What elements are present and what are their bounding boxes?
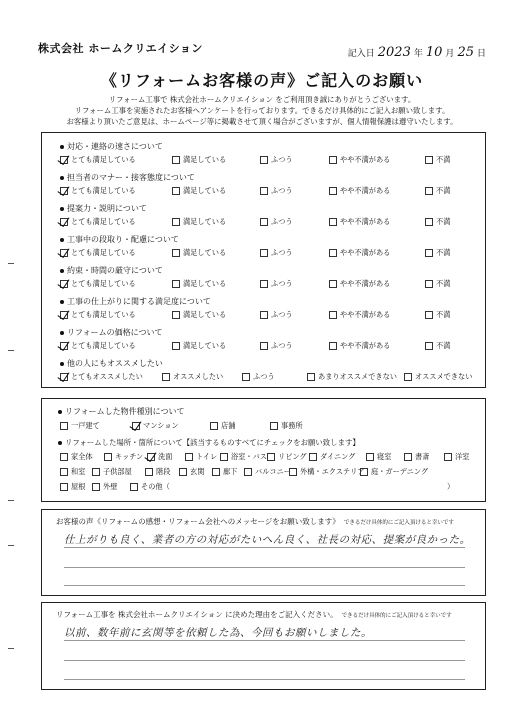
day-unit: 日 (476, 49, 486, 59)
answer-option[interactable] (172, 186, 226, 196)
checkbox-icon[interactable] (270, 422, 278, 430)
option-label: ふつう (271, 279, 293, 288)
intro-text (40, 94, 484, 127)
bullet-icon (58, 410, 62, 414)
answer-option[interactable] (425, 186, 450, 196)
option-label: 一戸建て (71, 421, 100, 430)
date-day: 25 (457, 45, 474, 60)
option-label: 屋根 (71, 482, 86, 491)
place-option[interactable] (104, 452, 143, 462)
option-label: 不満 (436, 217, 451, 226)
question-title (60, 172, 195, 183)
checkbox-icon[interactable] (162, 373, 170, 381)
answer-option[interactable] (260, 217, 293, 227)
checkbox-icon[interactable] (425, 342, 433, 350)
checkbox-icon[interactable] (147, 453, 155, 461)
checkbox-icon[interactable] (329, 249, 337, 257)
place-option[interactable] (92, 482, 117, 492)
question-label: 工事中の段取り・配慮について (67, 235, 179, 244)
option-label: 廊下 (223, 467, 238, 476)
question-title (60, 358, 163, 369)
checked-checkbox-icon[interactable] (60, 373, 68, 381)
option-label: とてもオススメしたい (71, 372, 143, 381)
checkbox-icon[interactable] (242, 373, 250, 381)
property-section (41, 398, 486, 502)
answer-option[interactable] (425, 341, 450, 351)
writing-line (64, 640, 465, 641)
property-option[interactable] (270, 421, 303, 431)
date-field (348, 45, 486, 60)
place-option[interactable] (130, 482, 170, 492)
option-label: リビング (278, 452, 307, 461)
question-label: 約束・時間の厳守について (67, 266, 163, 275)
checkbox-icon[interactable] (329, 311, 337, 319)
voice-title: お客様の声《リフォームの感想・リフォーム会社へのメッセージをお願い致します》 できるだけ具体的にご記入頂けると幸いです (56, 517, 454, 526)
place-option[interactable] (185, 452, 217, 462)
option-label: やや不満がある (340, 248, 391, 257)
option-label: 満足している (183, 248, 227, 257)
answer-option[interactable] (242, 372, 275, 382)
checkbox-icon[interactable] (425, 311, 433, 319)
option-label: 不満 (436, 341, 451, 350)
place-option[interactable] (60, 452, 93, 462)
option-label: やや不満がある (340, 186, 391, 195)
option-label: 店舗 (221, 421, 236, 430)
place-option[interactable] (147, 452, 172, 462)
place-option[interactable] (145, 467, 170, 477)
date-label: 記入日 (347, 49, 375, 59)
option-label: 寝室 (377, 452, 392, 461)
checked-checkbox-icon[interactable] (60, 156, 68, 164)
option-label: ダイニング (320, 452, 356, 461)
option-label: やや不満がある (340, 279, 391, 288)
place-option[interactable] (404, 452, 429, 462)
voice-handwriting[interactable]: 仕上がりも良く、業者の方の対応がたいへん良く、社長の対応、提案が良かった。 (64, 534, 471, 546)
checkbox-icon[interactable] (425, 218, 433, 226)
option-label: 不満 (436, 279, 451, 288)
reason-section (41, 602, 486, 690)
option-label: やや不満がある (340, 341, 391, 350)
option-label: 外構・エクステリア (300, 467, 365, 476)
checkbox-icon[interactable] (92, 483, 100, 491)
option-label: 家全体 (71, 452, 93, 461)
satisfaction-section (41, 132, 486, 388)
checkbox-icon[interactable] (444, 453, 452, 461)
places-title: リフォームした場所・箇所について【該当するものすべてにチェックをお願い致します】 (58, 437, 360, 448)
checkbox-icon[interactable] (179, 468, 187, 476)
company-name: 株式会社 ホームクリエイション (38, 42, 203, 55)
checkbox-icon[interactable] (425, 280, 433, 288)
answer-option[interactable] (60, 310, 136, 320)
option-label: 不満 (436, 155, 451, 164)
answer-option[interactable] (307, 372, 397, 382)
checkbox-icon[interactable] (267, 453, 275, 461)
checkbox-icon[interactable] (329, 218, 337, 226)
option-label: やや不満がある (340, 310, 391, 319)
checkbox-icon[interactable] (307, 373, 315, 381)
option-label: オススメしたい (173, 372, 224, 381)
checkbox-icon[interactable] (60, 453, 68, 461)
answer-option[interactable] (404, 372, 472, 382)
answer-option[interactable] (172, 310, 226, 320)
checked-checkbox-icon[interactable] (60, 187, 68, 195)
month-unit: 月 (445, 49, 455, 59)
checkbox-icon[interactable] (60, 422, 68, 430)
option-label: 子供部屋 (103, 467, 132, 476)
answer-option[interactable] (260, 186, 293, 196)
answer-option[interactable] (329, 310, 390, 320)
bullet-icon (60, 300, 64, 304)
checked-checkbox-icon[interactable] (60, 311, 68, 319)
place-option[interactable] (309, 452, 355, 462)
checkbox-icon[interactable] (60, 483, 68, 491)
checkbox-icon[interactable] (404, 373, 412, 381)
writing-line (64, 567, 465, 568)
question-title (60, 296, 211, 307)
checkbox-icon[interactable] (260, 280, 268, 288)
option-label: やや不満がある (340, 155, 391, 164)
question-title (60, 265, 163, 276)
answer-option[interactable] (329, 341, 390, 351)
option-label: トイレ (196, 452, 218, 461)
customer-voice-section (41, 509, 486, 596)
checkbox-icon[interactable] (172, 156, 180, 164)
intro-line: リフォーム工事で 株式会社ホームクリエイション をご利用頂き誠にありがとうございます。 (108, 95, 416, 104)
answer-option[interactable] (172, 217, 226, 227)
question-title (60, 327, 162, 338)
place-option[interactable] (444, 452, 469, 462)
place-option[interactable] (360, 467, 428, 477)
option-label: 庭・ガーデニング (371, 467, 429, 476)
property-option[interactable] (132, 421, 179, 431)
place-option[interactable] (366, 452, 391, 462)
checkbox-icon[interactable] (172, 342, 180, 350)
checkbox-icon[interactable] (260, 156, 268, 164)
place-option[interactable] (60, 482, 85, 492)
checkbox-icon[interactable] (130, 483, 138, 491)
writing-line (64, 585, 465, 586)
option-label: 不満 (436, 186, 451, 195)
checkbox-icon[interactable] (172, 187, 180, 195)
question-title (60, 203, 147, 214)
checkbox-icon[interactable] (145, 468, 153, 476)
checkbox-icon[interactable] (260, 218, 268, 226)
checkbox-icon[interactable] (220, 453, 228, 461)
option-label: 階段 (156, 467, 171, 476)
writing-line (64, 547, 465, 548)
property-title: リフォームした物件種別について (58, 406, 184, 417)
option-label: とても満足している (71, 279, 136, 288)
checkbox-icon[interactable] (289, 468, 297, 476)
option-label: 満足している (183, 155, 227, 164)
place-option[interactable] (220, 452, 267, 462)
writing-line (64, 660, 465, 661)
option-label: オススメできない (415, 372, 473, 381)
checked-checkbox-icon[interactable] (60, 342, 68, 350)
place-option[interactable] (60, 467, 85, 477)
place-option[interactable] (289, 467, 364, 477)
option-label: ふつう (271, 310, 293, 319)
checkbox-icon[interactable] (309, 453, 317, 461)
option-label: 洗面 (158, 452, 173, 461)
answer-option[interactable] (260, 155, 293, 165)
margin-mark (8, 648, 14, 649)
option-label: 洋室 (455, 452, 470, 461)
answer-option[interactable] (60, 186, 136, 196)
option-label: 満足している (183, 341, 227, 350)
option-label: とても満足している (71, 341, 136, 350)
checkbox-icon[interactable] (425, 187, 433, 195)
bullet-icon (60, 176, 64, 180)
answer-option[interactable] (260, 279, 293, 289)
option-label: やや不満がある (340, 217, 391, 226)
checkbox-icon[interactable] (172, 218, 180, 226)
checkbox-icon[interactable] (329, 187, 337, 195)
question-label: 担当者のマナー・接客態度について (67, 173, 195, 182)
checkbox-icon[interactable] (260, 249, 268, 257)
answer-option[interactable] (60, 248, 136, 258)
year-unit: 年 (413, 49, 423, 59)
option-label: ふつう (271, 341, 293, 350)
answer-option[interactable] (60, 279, 136, 289)
checked-checkbox-icon[interactable] (60, 249, 68, 257)
margin-mark (8, 545, 14, 546)
checkbox-icon[interactable] (366, 453, 374, 461)
option-label: ふつう (271, 248, 293, 257)
option-label: 満足している (183, 310, 227, 319)
answer-option[interactable] (172, 341, 226, 351)
option-label: とても満足している (71, 248, 136, 257)
option-label: 不満 (436, 310, 451, 319)
answer-option[interactable] (329, 279, 390, 289)
bullet-icon (60, 145, 64, 149)
checkbox-icon[interactable] (260, 311, 268, 319)
option-label: とても満足している (71, 155, 136, 164)
question-title (60, 234, 179, 245)
bullet-icon (60, 331, 64, 335)
option-label: 満足している (183, 217, 227, 226)
checkbox-icon[interactable] (260, 342, 268, 350)
checkbox-icon[interactable] (404, 453, 412, 461)
bullet-icon (60, 238, 64, 242)
bullet-icon (60, 207, 64, 211)
question-label: 他の人にもオススメしたい (67, 359, 163, 368)
answer-option[interactable] (425, 279, 450, 289)
option-label: マンション (143, 421, 179, 430)
margin-mark (8, 350, 14, 351)
bullet-icon (58, 441, 62, 445)
page-title: 《リフォームお客様の声》ご記入のお願い (100, 71, 424, 90)
checkbox-icon[interactable] (212, 468, 220, 476)
place-option[interactable] (179, 467, 204, 477)
option-label: 和室 (71, 467, 86, 476)
checkbox-icon[interactable] (172, 280, 180, 288)
option-label: とても満足している (71, 217, 136, 226)
option-label: 書斎 (415, 452, 430, 461)
question-title (60, 141, 163, 152)
reason-handwriting[interactable]: 以前、数年前に玄関等を依頼した為、今回もお願いしました。 (64, 627, 372, 639)
place-option[interactable] (244, 467, 291, 477)
answer-option[interactable] (329, 217, 390, 227)
checkbox-icon[interactable] (329, 156, 337, 164)
option-label: ふつう (253, 372, 275, 381)
option-label: 満足している (183, 186, 227, 195)
margin-mark (8, 500, 14, 501)
option-label: 満足している (183, 279, 227, 288)
option-label: 浴室・バス (231, 452, 267, 461)
checkbox-icon[interactable] (329, 280, 337, 288)
answer-option[interactable] (329, 186, 390, 196)
answer-option[interactable] (329, 155, 390, 165)
checkbox-icon[interactable] (172, 311, 180, 319)
option-label: とても満足している (71, 186, 136, 195)
answer-option[interactable] (425, 248, 450, 258)
answer-option[interactable] (172, 155, 226, 165)
answer-option[interactable] (60, 341, 136, 351)
option-label: バルコニー (255, 467, 291, 476)
reason-note: できるだけ具体的にご記入頂けると幸いです (341, 613, 452, 619)
bullet-icon (60, 269, 64, 273)
date-year: 2023 (377, 45, 411, 60)
option-label: キッチン (115, 452, 144, 461)
writing-line (64, 679, 465, 680)
checkbox-icon[interactable] (244, 468, 252, 476)
option-label: あまりオススメできない (318, 372, 397, 381)
checkbox-icon[interactable] (360, 468, 368, 476)
question-label: 提案力・説明について (67, 204, 147, 213)
checkbox-icon[interactable] (329, 342, 337, 350)
checkbox-icon[interactable] (425, 249, 433, 257)
checkbox-icon[interactable] (104, 453, 112, 461)
property-option[interactable] (60, 421, 100, 431)
answer-option[interactable] (425, 310, 450, 320)
close-paren: ） (447, 482, 455, 491)
checkbox-icon[interactable] (260, 187, 268, 195)
checked-checkbox-icon[interactable] (60, 280, 68, 288)
checkbox-icon[interactable] (132, 422, 140, 430)
answer-option[interactable] (329, 248, 390, 258)
option-label: 玄関 (190, 467, 205, 476)
checkbox-icon[interactable] (425, 156, 433, 164)
answer-option[interactable] (172, 248, 226, 258)
option-label: ふつう (271, 155, 293, 164)
answer-option[interactable] (172, 279, 226, 289)
margin-mark (8, 263, 14, 264)
bullet-icon (60, 362, 64, 366)
option-label: 事務所 (281, 421, 303, 430)
checkbox-icon[interactable] (185, 453, 193, 461)
checked-checkbox-icon[interactable] (60, 218, 68, 226)
option-label: 外壁 (103, 482, 118, 491)
date-month: 10 (425, 45, 443, 60)
answer-option[interactable] (260, 310, 293, 320)
question-label: リフォームの価格について (67, 328, 163, 337)
property-option[interactable] (210, 421, 235, 431)
intro-line: お客様より頂いたご意見は、ホームページ等に掲載させて頂く場合がございますが、個人情報保護は遵守いたします。 (66, 117, 458, 126)
answer-option[interactable] (260, 341, 293, 351)
voice-note: できるだけ具体的にご記入頂けると幸いです (343, 520, 454, 526)
option-label: 不満 (436, 248, 451, 257)
place-option[interactable] (92, 467, 132, 477)
option-label: ふつう (271, 217, 293, 226)
checkbox-icon[interactable] (60, 468, 68, 476)
checkbox-icon[interactable] (172, 249, 180, 257)
answer-option[interactable] (425, 155, 450, 165)
option-label: ふつう (271, 186, 293, 195)
checkbox-icon[interactable] (210, 422, 218, 430)
place-option[interactable] (267, 452, 307, 462)
answer-option[interactable] (260, 248, 293, 258)
answer-option[interactable] (60, 155, 136, 165)
option-label: その他（ (141, 482, 170, 491)
option-label: とても満足している (71, 310, 136, 319)
reason-title: リフォーム工事を 株式会社ホームクリエイション に決めた理由をご記入ください。 できるだけ具体的にご記入頂けると幸いです (56, 610, 452, 619)
intro-line: リフォーム工事を実施されたお客様へアンケートを行っております。できるだけ具体的にご記入お願い致します。 (74, 106, 450, 115)
place-option[interactable] (212, 467, 237, 477)
answer-option[interactable] (425, 217, 450, 227)
answer-option[interactable] (162, 372, 223, 382)
answer-option[interactable] (60, 217, 136, 227)
question-label: 対応・連絡の速さについて (67, 142, 163, 151)
answer-option[interactable] (60, 372, 143, 382)
question-label: 工事の仕上がりに関する満足度について (67, 297, 211, 306)
checkbox-icon[interactable] (92, 468, 100, 476)
